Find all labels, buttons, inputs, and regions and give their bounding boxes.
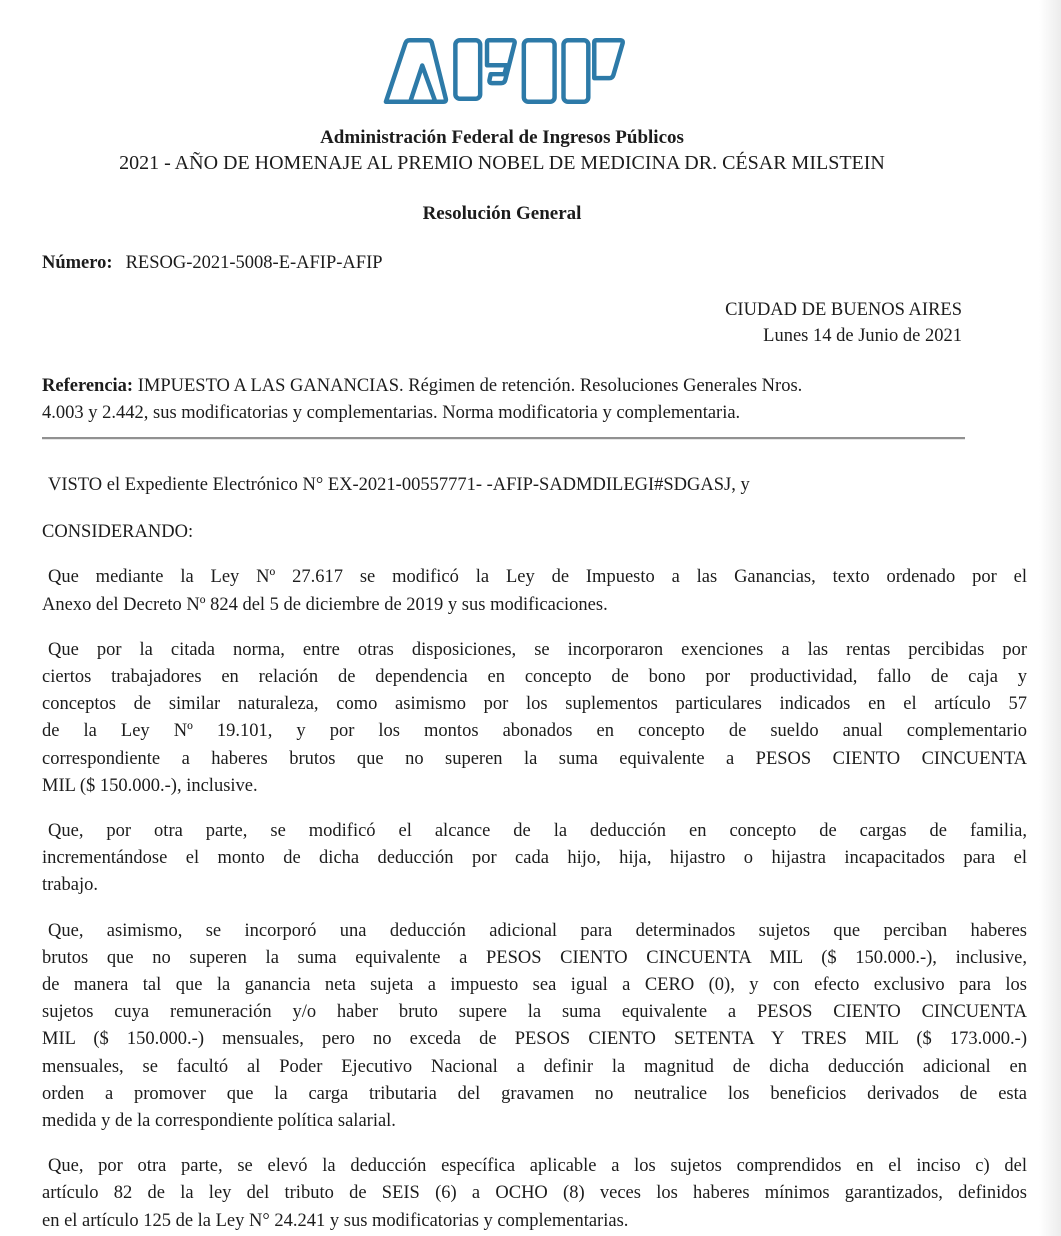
page-right-edge-shadow bbox=[1039, 0, 1061, 1236]
text-line: artículo 82 de la ley del tributo de SEIS (6) a OCHO (8) veces los haberes mínimos garantizados, definidos bbox=[42, 1183, 1027, 1204]
referencia-text-line2: 4.003 y 2.442, sus modificatorias y complementarias. Norma modificatoria y complementaria. bbox=[42, 403, 741, 423]
considerando-paragraph-1 bbox=[42, 564, 1027, 618]
numero-value: RESOG-2021-5008-E-AFIP-AFIP bbox=[125, 253, 383, 273]
referencia-label: Referencia: bbox=[42, 376, 134, 396]
text-line: orden a promover que la carga tributaria del gravamen no neutralice los beneficios derivados de esta bbox=[42, 1083, 1027, 1104]
afip-letter-p-stem bbox=[564, 40, 589, 102]
text-line: en el artículo 125 de la Ley N° 24.241 y sus modificatorias y complementarias. bbox=[42, 1210, 629, 1231]
considerando-paragraph-5 bbox=[42, 1153, 1027, 1235]
considerando-heading: CONSIDERANDO: bbox=[42, 522, 194, 543]
considerando-paragraph-4 bbox=[42, 918, 1027, 1136]
city-line: CIUDAD DE BUENOS AIRES bbox=[725, 300, 962, 320]
considerando-paragraph-2 bbox=[42, 637, 1027, 800]
text-line: MIL ($ 150.000.-), inclusive. bbox=[42, 775, 258, 796]
text-line: de la Ley Nº 19.101, y por los montos abonados en concepto de sueldo anual complementario bbox=[42, 721, 1027, 742]
text-line: incrementándose el monto de dicha deducción por cada hijo, hija, hijastro o hijastra incapacitados para el bbox=[42, 848, 1027, 869]
afip-logo-icon bbox=[377, 36, 627, 106]
visto-paragraph: VISTO el Expediente Electrónico N° EX-2021-00557771- -AFIP-SADMDILEGI#SDGASJ, y bbox=[48, 475, 750, 495]
document-meta bbox=[42, 252, 962, 440]
text-line: trabajo. bbox=[42, 875, 98, 896]
text-line: Que mediante la Ley Nº 27.617 se modificó la Ley de Impuesto a las Ganancias, texto ordenado por el bbox=[48, 567, 1027, 588]
document-type-title: Resolución General bbox=[422, 203, 582, 224]
date-line: Lunes 14 de Junio de 2021 bbox=[763, 326, 962, 346]
afip-letter-f-stem bbox=[455, 40, 480, 99]
text-line: correspondiente a haberes brutos que no superen la suma equivalente a PESOS CIENTO CINCUENTA bbox=[42, 748, 1027, 769]
text-line: Anexo del Decreto Nº 824 del 5 de diciembre de 2019 y sus modificaciones. bbox=[42, 594, 608, 615]
text-line: brutos que no superen la suma equivalente a PESOS CIENTO CINCUENTA MIL ($ 150.000.-), inclusive, bbox=[42, 947, 1027, 968]
considerando-paragraph-3 bbox=[42, 818, 1027, 900]
section-divider bbox=[42, 437, 965, 440]
numero-label: Número: bbox=[42, 253, 113, 273]
place-date-block bbox=[42, 297, 962, 349]
document-header bbox=[42, 36, 962, 226]
text-line: MIL ($ 150.000.-) mensuales, pero no exceda de PESOS CIENTO SETENTA Y TRES MIL ($ 173.000.-) bbox=[42, 1029, 1027, 1050]
text-line: Que, por otra parte, se elevó la deducción específica aplicable a los sujetos comprendidos en el inciso c) del bbox=[48, 1156, 1027, 1177]
afip-letter-a-inner bbox=[410, 66, 435, 102]
text-line: medida y de la correspondiente política salarial. bbox=[42, 1111, 396, 1132]
text-line: Que, asimismo, se incorporó una deducción adicional para determinados sujetos que perciban haberes bbox=[48, 920, 1027, 941]
text-line: de manera tal que la ganancia neta sujeta a impuesto sea igual a CERO (0), y con efecto exclusivo para los bbox=[42, 975, 1027, 996]
afip-letter-f-flag bbox=[487, 40, 515, 83]
text-line: conceptos de similar naturaleza, como asimismo por los suplementos particulares indicados en el artículo 57 bbox=[42, 694, 1027, 715]
institution-name: Administración Federal de Ingresos Públicos bbox=[320, 127, 684, 148]
text-line: sujetos cuya remuneración y/o haber bruto supere la suma equivalente a PESOS CIENTO CINCUENTA bbox=[42, 1002, 1027, 1023]
afip-letter-a-outer bbox=[386, 40, 446, 102]
text-line: ciertos trabajadores en relación de dependencia en concepto de bono por productividad, fallo de caja y bbox=[42, 667, 1027, 688]
numero-row bbox=[42, 252, 962, 275]
year-motto: 2021 - AÑO DE HOMENAJE AL PREMIO NOBEL DE MEDICINA DR. CÉSAR MILSTEIN bbox=[119, 152, 885, 174]
text-line: Que, por otra parte, se modificó el alcance de la deducción en concepto de cargas de familia, bbox=[48, 821, 1027, 842]
referencia-text-line1: IMPUESTO A LAS GANANCIAS. Régimen de retención. Resoluciones Generales Nros. bbox=[137, 376, 803, 396]
afip-logo bbox=[42, 36, 962, 106]
afip-letter-i bbox=[524, 40, 555, 102]
text-line: mensuales, se facultó al Poder Ejecutivo Nacional a definir la magnitud de dicha deducción adicional en bbox=[42, 1056, 1027, 1077]
afip-letter-p-flag bbox=[594, 40, 622, 78]
referencia-paragraph bbox=[42, 373, 962, 427]
document-body bbox=[42, 472, 1027, 1235]
text-line: Que por la citada norma, entre otras disposiciones, se incorporaron exenciones a las rentas percibidas por bbox=[48, 639, 1027, 660]
